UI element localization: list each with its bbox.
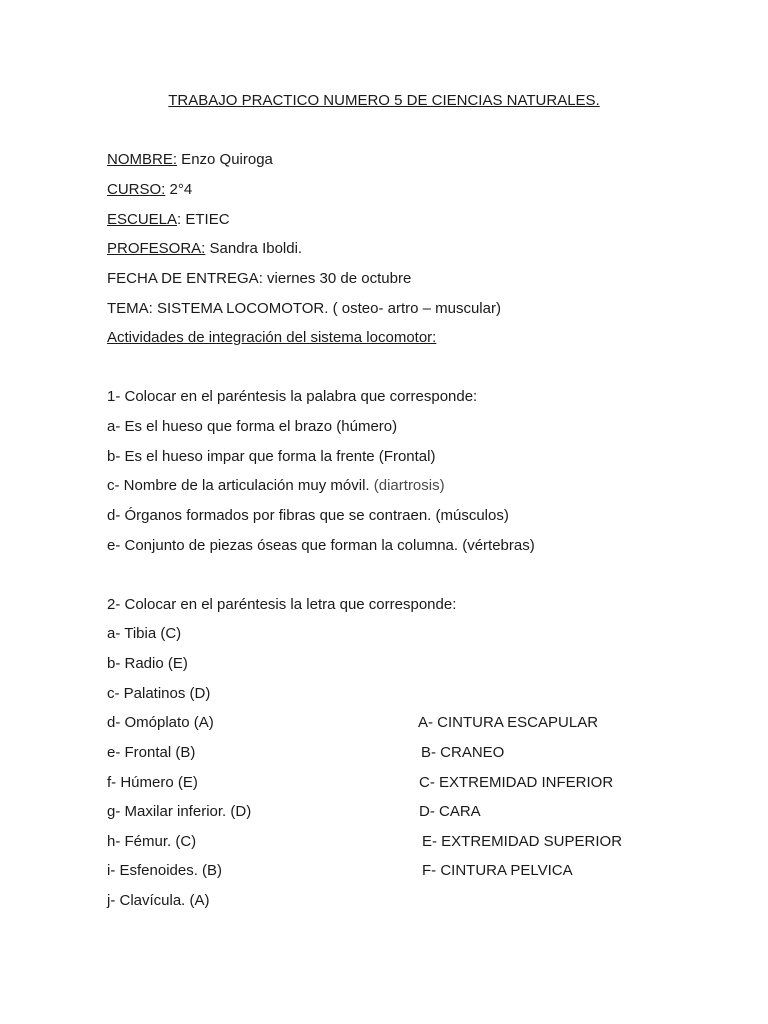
section2-item-d: d- Omóplato (A) (107, 714, 214, 731)
section1-item-b (107, 448, 435, 466)
option-c: C- EXTREMIDAD INFERIOR (419, 774, 614, 791)
item-text: e- Conjunto de piezas óseas que forman la columna. (vértebras) (107, 537, 535, 554)
profesora-value: Sandra Iboldi. (205, 240, 303, 257)
section1-item-e (107, 537, 535, 555)
section2-item-h: h- Fémur. (C) (107, 833, 197, 850)
escuela-line (107, 211, 230, 229)
curso-value: 2°4 (165, 181, 193, 198)
escuela-value: : ETIEC (177, 211, 230, 228)
section2-item-e: e- Frontal (B) (107, 744, 196, 761)
item-text: a- Es el hueso que forma el brazo (húmero) (107, 418, 398, 435)
tema-line: TEMA: SISTEMA LOCOMOTOR. ( osteo- artro – muscular) (107, 300, 501, 317)
nombre-value: Enzo Quiroga (177, 151, 273, 168)
document-title: TRABAJO PRACTICO NUMERO 5 DE CIENCIAS NATURALES. (168, 92, 600, 109)
item-text: c- Nombre de la articulación muy móvil. (107, 477, 374, 494)
item-text: b- Es el hueso impar que forma la frente (Frontal) (107, 448, 436, 465)
option-f: F- CINTURA PELVICA (422, 862, 573, 879)
item-answer: (diartrosis) (373, 477, 445, 494)
profesora-label: PROFESORA: (107, 240, 206, 257)
nombre-label: NOMBRE: (107, 151, 178, 168)
actividades-heading: Actividades de integración del sistema locomotor: (107, 329, 437, 346)
section2-item-j: j- Clavícula. (A) (107, 892, 210, 909)
section2-item-a: a- Tibia (C) (107, 625, 182, 642)
option-e: E- EXTREMIDAD SUPERIOR (422, 833, 623, 850)
section2-item-i: i- Esfenoides. (B) (107, 862, 223, 879)
curso-line (107, 181, 192, 199)
section1-heading: 1- Colocar en el paréntesis la palabra que corresponde: (107, 388, 478, 405)
escuela-label: ESCUELA (107, 211, 178, 228)
profesora-line (107, 240, 302, 258)
option-a: A- CINTURA ESCAPULAR (418, 714, 599, 731)
section2-item-g: g- Maxilar inferior. (D) (107, 803, 252, 820)
option-d: D- CARA (419, 803, 481, 820)
option-b: B- CRANEO (421, 744, 505, 761)
section1-item-c (107, 477, 445, 495)
section2-heading: 2- Colocar en el paréntesis la letra que corresponde: (107, 596, 457, 613)
section1-item-d (107, 507, 509, 525)
nombre-line (107, 151, 273, 169)
section1-item-a (107, 418, 397, 436)
fecha-line: FECHA DE ENTREGA: viernes 30 de octubre (107, 270, 412, 287)
section2-item-f: f- Húmero (E) (107, 774, 198, 791)
curso-label: CURSO: (107, 181, 166, 198)
section2-item-c: c- Palatinos (D) (107, 685, 211, 702)
section2-item-b: b- Radio (E) (107, 655, 188, 672)
item-text: d- Órganos formados por fibras que se contraen. (músculos) (107, 507, 509, 524)
